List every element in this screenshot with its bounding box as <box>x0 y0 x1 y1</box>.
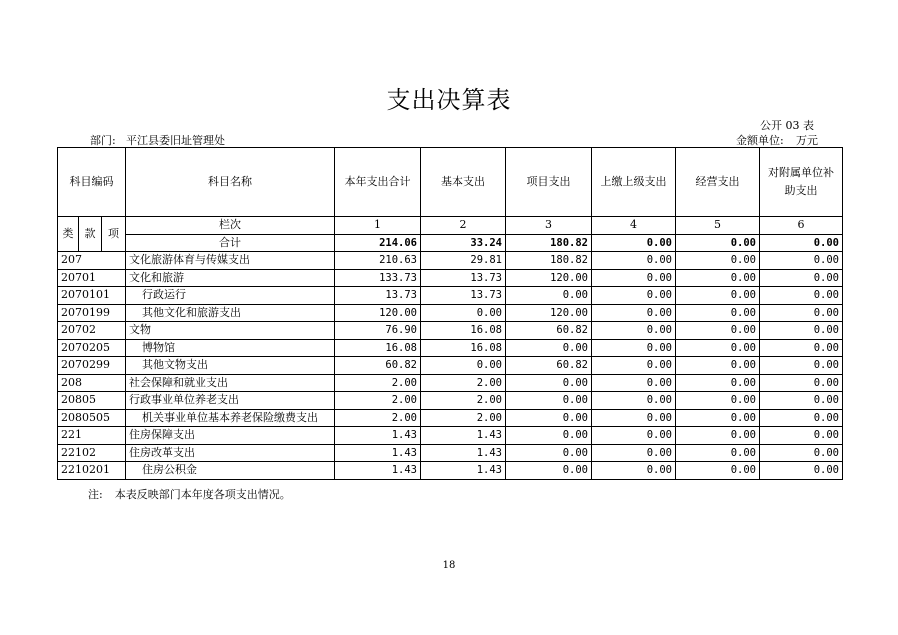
row-name: 住房改革支出 <box>126 444 335 462</box>
row-name: 博物馆 <box>126 339 335 357</box>
expenditure-table <box>57 147 843 480</box>
header-row <box>58 148 843 217</box>
row-value: 0.00 <box>506 444 592 462</box>
row-value: 0.00 <box>506 392 592 410</box>
page-number: 18 <box>442 560 456 571</box>
row-value: 1.43 <box>335 427 421 445</box>
row-value: 0.00 <box>676 409 760 427</box>
row-name: 文化旅游体育与传媒支出 <box>126 252 335 270</box>
header-xiang: 项 <box>102 217 126 252</box>
row-name: 行政运行 <box>126 287 335 305</box>
row-value: 0.00 <box>760 287 843 305</box>
row-value: 210.63 <box>335 252 421 270</box>
row-value: 76.90 <box>335 322 421 340</box>
column-row-label: 栏次 <box>126 217 335 235</box>
header-business: 经营支出 <box>676 148 760 217</box>
row-name: 行政事业单位养老支出 <box>126 392 335 410</box>
column-number: 3 <box>506 217 592 235</box>
column-number: 5 <box>676 217 760 235</box>
row-value: 0.00 <box>676 444 760 462</box>
row-value: 0.00 <box>592 374 676 392</box>
column-number: 2 <box>421 217 506 235</box>
row-value: 0.00 <box>676 322 760 340</box>
row-value: 1.43 <box>421 462 506 480</box>
table-row <box>58 392 843 410</box>
row-name: 机关事业单位基本养老保险缴费支出 <box>126 409 335 427</box>
header-upper: 上缴上级支出 <box>592 148 676 217</box>
unit-label: 金额单位: <box>736 134 784 147</box>
footnote <box>88 486 303 502</box>
header-code: 科目编码 <box>58 148 126 217</box>
row-value: 0.00 <box>676 287 760 305</box>
row-value: 13.73 <box>335 287 421 305</box>
row-value: 1.43 <box>335 462 421 480</box>
row-code: 20702 <box>58 322 126 340</box>
note-label: 注: <box>88 488 103 501</box>
dept-name: 平江县委旧址管理处 <box>126 134 225 147</box>
total-value: 33.24 <box>421 234 506 252</box>
column-number: 4 <box>592 217 676 235</box>
row-code: 2070299 <box>58 357 126 375</box>
row-code: 2080505 <box>58 409 126 427</box>
row-value: 60.82 <box>506 357 592 375</box>
header-kuan: 款 <box>79 217 102 252</box>
total-row <box>58 234 843 252</box>
row-value: 0.00 <box>760 252 843 270</box>
row-value: 29.81 <box>421 252 506 270</box>
row-value: 133.73 <box>335 269 421 287</box>
row-value: 0.00 <box>760 427 843 445</box>
row-value: 2.00 <box>421 392 506 410</box>
header-subsidiary: 对附属单位补助支出 <box>760 148 843 217</box>
row-value: 0.00 <box>760 304 843 322</box>
header-lei: 类 <box>58 217 79 252</box>
column-number: 6 <box>760 217 843 235</box>
table-row <box>58 427 843 445</box>
row-value: 0.00 <box>421 304 506 322</box>
table-row <box>58 409 843 427</box>
row-value: 0.00 <box>592 287 676 305</box>
row-value: 0.00 <box>676 269 760 287</box>
unit-value: 万元 <box>796 134 818 147</box>
table-row <box>58 252 843 270</box>
row-code: 22102 <box>58 444 126 462</box>
row-value: 180.82 <box>506 252 592 270</box>
row-value: 0.00 <box>592 462 676 480</box>
row-value: 0.00 <box>592 409 676 427</box>
row-value: 0.00 <box>506 427 592 445</box>
row-value: 2.00 <box>421 374 506 392</box>
total-value: 0.00 <box>676 234 760 252</box>
row-value: 0.00 <box>592 304 676 322</box>
row-value: 0.00 <box>592 444 676 462</box>
row-value: 1.43 <box>421 427 506 445</box>
row-name: 其他文物支出 <box>126 357 335 375</box>
row-name: 文化和旅游 <box>126 269 335 287</box>
row-code: 2070199 <box>58 304 126 322</box>
row-name: 社会保障和就业支出 <box>126 374 335 392</box>
table-row <box>58 374 843 392</box>
row-value: 0.00 <box>676 252 760 270</box>
row-name: 其他文化和旅游支出 <box>126 304 335 322</box>
row-value: 13.73 <box>421 287 506 305</box>
row-code: 2210201 <box>58 462 126 480</box>
row-value: 0.00 <box>760 374 843 392</box>
row-name: 文物 <box>126 322 335 340</box>
header-project: 项目支出 <box>506 148 592 217</box>
table-row <box>58 339 843 357</box>
row-value: 0.00 <box>760 322 843 340</box>
row-value: 0.00 <box>506 409 592 427</box>
row-value: 0.00 <box>760 462 843 480</box>
row-value: 2.00 <box>335 392 421 410</box>
row-value: 0.00 <box>506 339 592 357</box>
row-value: 0.00 <box>592 339 676 357</box>
row-value: 0.00 <box>506 374 592 392</box>
dept-label: 部门: <box>90 134 116 147</box>
row-code: 20701 <box>58 269 126 287</box>
row-value: 60.82 <box>335 357 421 375</box>
row-value: 0.00 <box>760 339 843 357</box>
row-value: 0.00 <box>760 444 843 462</box>
table-row <box>58 304 843 322</box>
row-value: 1.43 <box>421 444 506 462</box>
total-row-label: 合计 <box>126 234 335 252</box>
column-number: 1 <box>335 217 421 235</box>
row-value: 0.00 <box>592 392 676 410</box>
table-row <box>58 462 843 480</box>
row-value: 0.00 <box>592 357 676 375</box>
row-code: 2070101 <box>58 287 126 305</box>
row-value: 0.00 <box>592 427 676 445</box>
row-value: 120.00 <box>335 304 421 322</box>
row-value: 0.00 <box>676 374 760 392</box>
table-row <box>58 357 843 375</box>
total-value: 0.00 <box>592 234 676 252</box>
row-value: 0.00 <box>421 357 506 375</box>
row-code: 20805 <box>58 392 126 410</box>
row-value: 0.00 <box>506 462 592 480</box>
row-value: 1.43 <box>335 444 421 462</box>
header-basic: 基本支出 <box>421 148 506 217</box>
row-value: 2.00 <box>335 409 421 427</box>
row-value: 0.00 <box>676 339 760 357</box>
row-value: 13.73 <box>421 269 506 287</box>
row-value: 0.00 <box>592 322 676 340</box>
row-value: 120.00 <box>506 304 592 322</box>
row-value: 0.00 <box>676 392 760 410</box>
row-code: 207 <box>58 252 126 270</box>
row-value: 0.00 <box>592 269 676 287</box>
row-value: 0.00 <box>676 427 760 445</box>
row-value: 0.00 <box>760 357 843 375</box>
row-value: 16.08 <box>335 339 421 357</box>
row-name: 住房公积金 <box>126 462 335 480</box>
row-value: 2.00 <box>421 409 506 427</box>
row-value: 0.00 <box>676 357 760 375</box>
row-value: 0.00 <box>760 409 843 427</box>
row-value: 0.00 <box>760 392 843 410</box>
total-value: 180.82 <box>506 234 592 252</box>
header-name: 科目名称 <box>126 148 335 217</box>
row-value: 0.00 <box>592 252 676 270</box>
table-row <box>58 287 843 305</box>
form-code: 公开 03 表 <box>760 119 814 132</box>
total-value: 214.06 <box>335 234 421 252</box>
note-text: 本表反映部门本年度各项支出情况。 <box>114 488 291 501</box>
column-number-row <box>58 217 843 235</box>
row-code: 2070205 <box>58 339 126 357</box>
table-row <box>58 269 843 287</box>
row-value: 0.00 <box>760 269 843 287</box>
row-value: 0.00 <box>506 287 592 305</box>
header-total: 本年支出合计 <box>335 148 421 217</box>
row-value: 2.00 <box>335 374 421 392</box>
row-code: 221 <box>58 427 126 445</box>
row-code: 208 <box>58 374 126 392</box>
table-row <box>58 322 843 340</box>
row-value: 16.08 <box>421 339 506 357</box>
row-value: 16.08 <box>421 322 506 340</box>
row-value: 0.00 <box>676 462 760 480</box>
page-title: 支出决算表 <box>386 86 512 114</box>
row-value: 60.82 <box>506 322 592 340</box>
row-value: 120.00 <box>506 269 592 287</box>
row-value: 0.00 <box>676 304 760 322</box>
row-name: 住房保障支出 <box>126 427 335 445</box>
table-row <box>58 444 843 462</box>
total-value: 0.00 <box>760 234 843 252</box>
